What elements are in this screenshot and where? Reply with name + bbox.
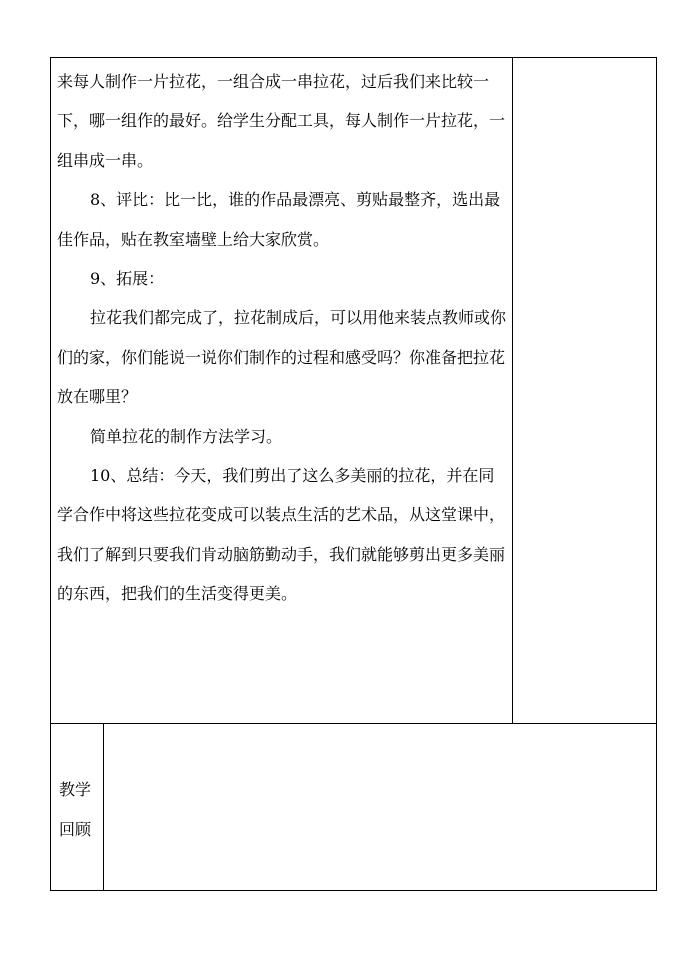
lesson-paragraph: 10、总结：今天，我们剪出了这么多美丽的拉花，并在同学合作中将这些拉花变成可以装点生活的艺术品，从这堂课中，我们了解到只要我们肯动脑筋勤动手，我们就能够剪出更多美丽的东西，把我们的生活变得更美。 [57,466,506,604]
lesson-plan-table [50,57,657,891]
teaching-review-label [59,770,99,850]
lesson-paragraph: 拉花我们都完成了，拉花制成后，可以用他来装点教师或你们的家，你们能说一说你们制作的过程和感受吗？你准备把拉花放在哪里？ [57,308,507,407]
column-divider-left [103,723,104,891]
lesson-paragraph: 8、评比：比一比，谁的作品最漂亮、剪贴最整齐，选出最佳作品，贴在教室墙壁上给大家欣赏。 [57,190,501,249]
teaching-review-label-line1: 教学 [59,780,92,799]
column-divider-right [512,58,513,723]
lesson-paragraph: 9、拓展： [90,269,165,289]
teaching-review-label-line2: 回顾 [59,820,92,839]
lesson-paragraph: 来每人制作一片拉花，一组合成一串拉花，过后我们来比较一下，哪一组作的最好。给学生分配工具，每人制作一片拉花，一组串成一串。 [57,72,506,170]
row-divider [51,723,656,724]
lesson-paragraph: 简单拉花的制作方法学习。 [90,426,283,446]
lesson-content-cell [57,62,509,614]
